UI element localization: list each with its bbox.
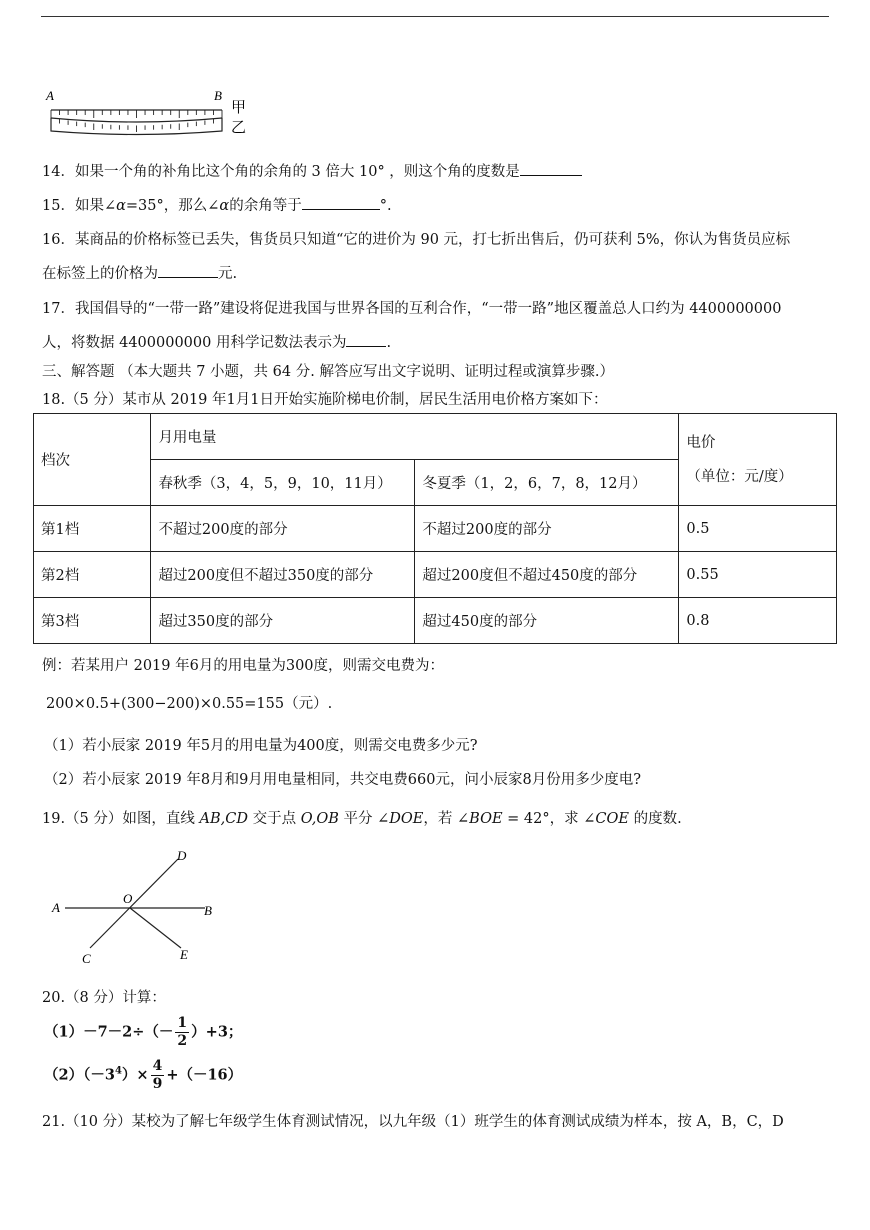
q20-expr2-mid: ）× bbox=[121, 1066, 149, 1084]
q19-angle-boe: BOE bbox=[469, 811, 503, 827]
label-e: E bbox=[180, 947, 188, 962]
label-a: A bbox=[52, 900, 60, 915]
table-cell-tier: 第1档 bbox=[34, 506, 151, 552]
q19-text-f: 的度数. bbox=[628, 811, 682, 827]
question-14 bbox=[42, 160, 582, 181]
table-cell-price: 0.8 bbox=[679, 598, 837, 644]
q15-suffix: °. bbox=[379, 198, 392, 214]
label-c: C bbox=[82, 951, 91, 966]
ruler-figure bbox=[44, 88, 254, 138]
q15-alpha-1: α bbox=[116, 198, 126, 214]
question-18-intro: 18.（5 分）某市从 2019 年1月1日开始实施阶梯电价制，居民生活用电价格方案如下： bbox=[42, 392, 608, 408]
q20-expr1-pre: （1）－7－2÷（－ bbox=[44, 1023, 174, 1041]
q20-expr2-exponent: 4 bbox=[114, 1065, 122, 1077]
q19-angle-doe: DOE bbox=[389, 811, 424, 827]
table-cell-spring: 超过200度但不超过350度的部分 bbox=[151, 552, 415, 598]
q17-text-1: 17．我国倡导的“一带一路”建设将促进我国与世界各国的互利合作，“一带一路”地区覆盖总人口约为 4400000000 bbox=[42, 301, 782, 317]
q15-text-3: 的余角等于 bbox=[229, 198, 302, 214]
table-row bbox=[34, 506, 837, 552]
q14-answer-blank[interactable] bbox=[520, 161, 582, 176]
q20-expr2-pre: （2）（－3 bbox=[44, 1066, 115, 1084]
ruler-label-jia: 甲 bbox=[231, 98, 247, 116]
label-d: D bbox=[177, 848, 187, 863]
table-cell-price: 0.55 bbox=[679, 552, 837, 598]
q20-expr2-post: +（－16） bbox=[166, 1066, 243, 1084]
table-cell-winter: 超过450度的部分 bbox=[415, 598, 679, 644]
q19-text-c: 平分 ∠ bbox=[338, 811, 390, 827]
question-21-line-1: 21.（10 分）某校为了解七年级学生体育测试情况，以九年级（1）班学生的体育测试成绩为样本，按 A，B，C，D bbox=[42, 1114, 784, 1130]
q16-suffix: 元. bbox=[218, 266, 238, 282]
q15-answer-blank[interactable] bbox=[302, 195, 380, 210]
table-header-winter: 冬夏季（1，2，6，7，8，12月） bbox=[415, 460, 679, 506]
q19-angle-coe: COE bbox=[595, 811, 629, 827]
q20-expression-2 bbox=[44, 1058, 242, 1093]
table-header-price-label: 电价 bbox=[686, 434, 716, 451]
table-header-usage: 月用电量 bbox=[151, 414, 679, 460]
table-cell-winter: 超过200度但不超过450度的部分 bbox=[415, 552, 679, 598]
question-16-line-2 bbox=[42, 262, 237, 283]
q16-answer-blank[interactable] bbox=[158, 263, 218, 278]
question-17-line-2 bbox=[42, 331, 391, 352]
q19-text-e: = 42°，求 ∠ bbox=[502, 811, 596, 827]
table-cell-tier: 第2档 bbox=[34, 552, 151, 598]
question-16-line-1 bbox=[42, 228, 790, 249]
q19-text-d: ，若 ∠ bbox=[423, 811, 470, 827]
table-row bbox=[34, 552, 837, 598]
q14-text: 14．如果一个角的补角比这个角的余角的 3 倍大 10° ，则这个角的度数是 bbox=[42, 164, 520, 180]
q17-answer-blank[interactable] bbox=[346, 332, 386, 347]
intersecting-lines-figure bbox=[48, 845, 223, 970]
q17-suffix: . bbox=[386, 335, 392, 351]
q19-lines-ab-cd: AB,CD bbox=[199, 811, 248, 827]
fraction-denominator: 9 bbox=[152, 1076, 163, 1092]
q16-text-2: 在标签上的价格为 bbox=[42, 266, 158, 282]
q19-point-o-ob: O,OB bbox=[300, 811, 339, 827]
fraction-numerator: 1 bbox=[177, 1015, 188, 1031]
question-15 bbox=[42, 194, 392, 215]
q15-alpha-2: α bbox=[219, 198, 230, 214]
ruler-label-b: B bbox=[214, 88, 222, 103]
q15-text-1: 15．如果∠ bbox=[42, 198, 117, 214]
q16-text-1: 16．某商品的价格标签已丢失，售货员只知道“它的进价为 90 元，打七折出售后，仍可获利 5%，你认为售货员应标 bbox=[42, 232, 791, 248]
q17-text-2: 人，将数据 4400000000 用科学记数法表示为 bbox=[42, 335, 347, 351]
ruler-label-yi: 乙 bbox=[231, 118, 247, 136]
question-17-line-1 bbox=[42, 297, 781, 318]
ray-oe bbox=[130, 908, 181, 948]
table-cell-spring: 超过350度的部分 bbox=[151, 598, 415, 644]
electricity-price-table bbox=[33, 413, 837, 644]
q20-expr1-post: ）+3； bbox=[191, 1023, 243, 1041]
q18-sub-1: （1）若小辰家 2019 年5月的用电量为400度，则需交电费多少元? bbox=[44, 738, 478, 754]
q18-sub-2: （2）若小辰家 2019 年8月和9月用电量相同，共交电费660元，问小辰家8月份用多少度电? bbox=[44, 772, 641, 788]
fraction-numerator: 4 bbox=[152, 1058, 163, 1074]
header-rule bbox=[41, 16, 829, 17]
table-header-price bbox=[679, 414, 837, 506]
ruler-label-a: A bbox=[46, 88, 54, 103]
table-cell-price: 0.5 bbox=[679, 506, 837, 552]
table-header-tier: 档次 bbox=[34, 414, 151, 506]
q20-expr1-fraction bbox=[175, 1015, 189, 1050]
q19-text-a: 19.（5 分）如图，直线 bbox=[42, 811, 200, 827]
q19-text-b: 交于点 bbox=[247, 811, 301, 827]
q18-example-calc: 200×0.5+(300−200)×0.55=155（元）. bbox=[46, 696, 333, 712]
section-3-heading: 三、解答题 （本大题共 7 小题，共 64 分. 解答应写出文字说明、证明过程或演算步骤.） bbox=[42, 364, 615, 380]
label-o: O bbox=[123, 891, 133, 906]
q15-text-2: =35°，那么∠ bbox=[125, 198, 220, 214]
table-header-spring: 春秋季（3，4，5，9，10，11月） bbox=[151, 460, 415, 506]
q20-expression-1 bbox=[44, 1015, 242, 1050]
fraction-denominator: 2 bbox=[177, 1033, 188, 1049]
question-20-intro: 20.（8 分）计算： bbox=[42, 990, 166, 1006]
table-cell-tier: 第3档 bbox=[34, 598, 151, 644]
question-19 bbox=[42, 807, 682, 828]
table-cell-winter: 不超过200度的部分 bbox=[415, 506, 679, 552]
label-b: B bbox=[204, 903, 212, 918]
table-row bbox=[34, 598, 837, 644]
q18-example: 例：若某用户 2019 年6月的用电量为300度，则需交电费为： bbox=[42, 658, 445, 674]
q20-expr2-fraction bbox=[151, 1058, 165, 1093]
table-cell-spring: 不超过200度的部分 bbox=[151, 506, 415, 552]
table-header-price-unit: （单位：元/度） bbox=[686, 468, 793, 485]
